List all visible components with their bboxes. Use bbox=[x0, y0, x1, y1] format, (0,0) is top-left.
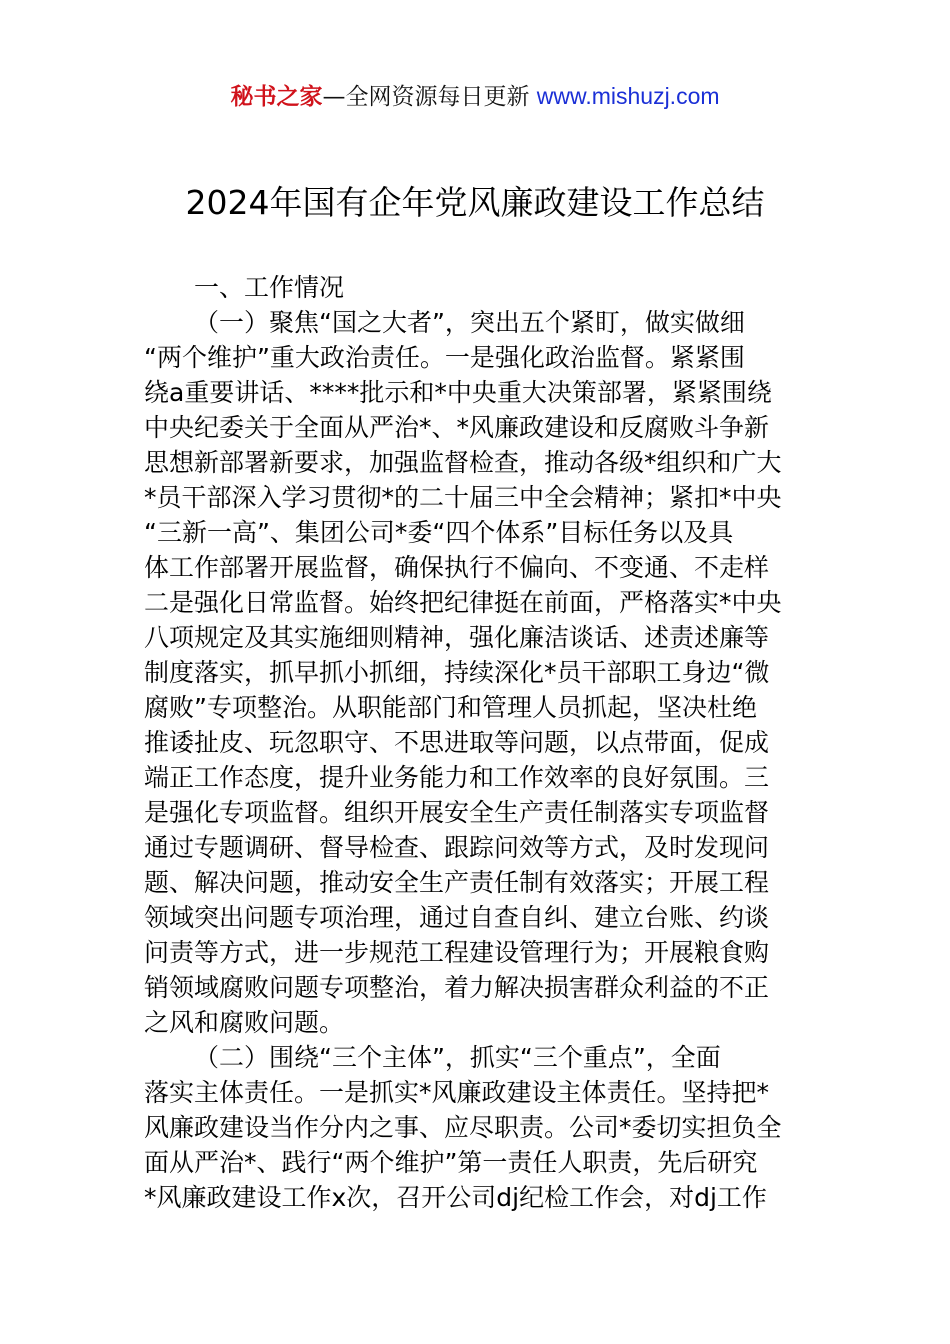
paragraph-line: 绕a重要讲话、****批示和*中央重大决策部署，紧紧围绕 bbox=[144, 378, 772, 407]
paragraph-line: 问责等方式，进一步规范工程建设管理行为；开展粮食购 bbox=[144, 938, 770, 967]
paragraph-line: 通过专题调研、督导检查、跟踪问效等方式，及时发现问 bbox=[144, 833, 770, 862]
site-brand: 秘书之家 bbox=[230, 84, 323, 110]
paragraph-line: “三新一高”、集团公司*委“四个体系”目标任务以及具 bbox=[144, 518, 734, 547]
paragraph-line: 领域突出问题专项治理，通过自查自纠、建立台账、约谈 bbox=[144, 903, 770, 932]
document-title: 2024年国有企年党风廉政建设工作总结 bbox=[185, 183, 765, 222]
document-body bbox=[144, 270, 814, 1215]
paragraph-line: 中央纪委关于全面从严治*、*风廉政建设和反腐败斗争新 bbox=[144, 413, 770, 442]
paragraph-line: *员干部深入学习贯彻*的二十届三中全会精神；紧扣*中央 bbox=[144, 483, 782, 512]
paragraph-line: 落实主体责任。一是抓实*风廉政建设主体责任。坚持把* bbox=[144, 1078, 770, 1107]
paragraph-line: 思想新部署新要求，加强监督检查，推动各级*组织和广大 bbox=[144, 448, 782, 477]
paragraph-line: 是强化专项监督。组织开展安全生产责任制落实专项监督 bbox=[144, 798, 770, 827]
paragraph-line: 二是强化日常监督。始终把纪律挺在前面，严格落实*中央 bbox=[144, 588, 782, 617]
paragraph-line: （二）围绕“三个主体”，抓实“三个重点”，全面 bbox=[194, 1043, 721, 1072]
paragraph-line: 题、解决问题，推动安全生产责任制有效落实；开展工程 bbox=[144, 868, 770, 897]
paragraph-line: 面从严治*、践行“两个维护”第一责任人职责，先后研究 bbox=[144, 1148, 758, 1177]
paragraph-line: *风廉政建设工作x次，召开公司dj纪检工作会，对dj工作 bbox=[144, 1183, 767, 1212]
paragraph-line: 制度落实，抓早抓小抓细，持续深化*员干部职工身边“微 bbox=[144, 658, 770, 687]
paragraph-line: 端正工作态度，提升业务能力和工作效率的良好氛围。三 bbox=[144, 763, 770, 792]
paragraph-line: 体工作部署开展监督，确保执行不偏向、不变通、不走样 bbox=[144, 553, 770, 582]
section-heading: 一、工作情况 bbox=[194, 273, 345, 302]
paragraph-line: （一）聚焦“国之大者”，突出五个紧盯，做实做细 bbox=[194, 308, 745, 337]
paragraph-line: 八项规定及其实施细则精神，强化廉洁谈话、述责述廉等 bbox=[144, 623, 770, 652]
site-banner bbox=[0, 80, 950, 113]
site-url-link[interactable]: www.mishuzj.com bbox=[536, 83, 720, 109]
paragraph-line: 风廉政建设当作分内之事、应尽职责。公司*委切实担负全 bbox=[144, 1113, 782, 1142]
paragraph-line: 之风和腐败问题。 bbox=[144, 1008, 345, 1037]
paragraph-line: 推诿扯皮、玩忽职守、不思进取等问题，以点带面，促成 bbox=[144, 728, 770, 757]
paragraph-line: “两个维护”重大政治责任。一是强化政治监督。紧紧围 bbox=[144, 343, 745, 372]
paragraph-line: 销领域腐败问题专项整治，着力解决损害群众利益的不正 bbox=[144, 973, 770, 1002]
site-slogan: —全网资源每日更新 bbox=[322, 84, 537, 110]
paragraph-line: 腐败”专项整治。从职能部门和管理人员抓起，坚决杜绝 bbox=[144, 693, 757, 722]
